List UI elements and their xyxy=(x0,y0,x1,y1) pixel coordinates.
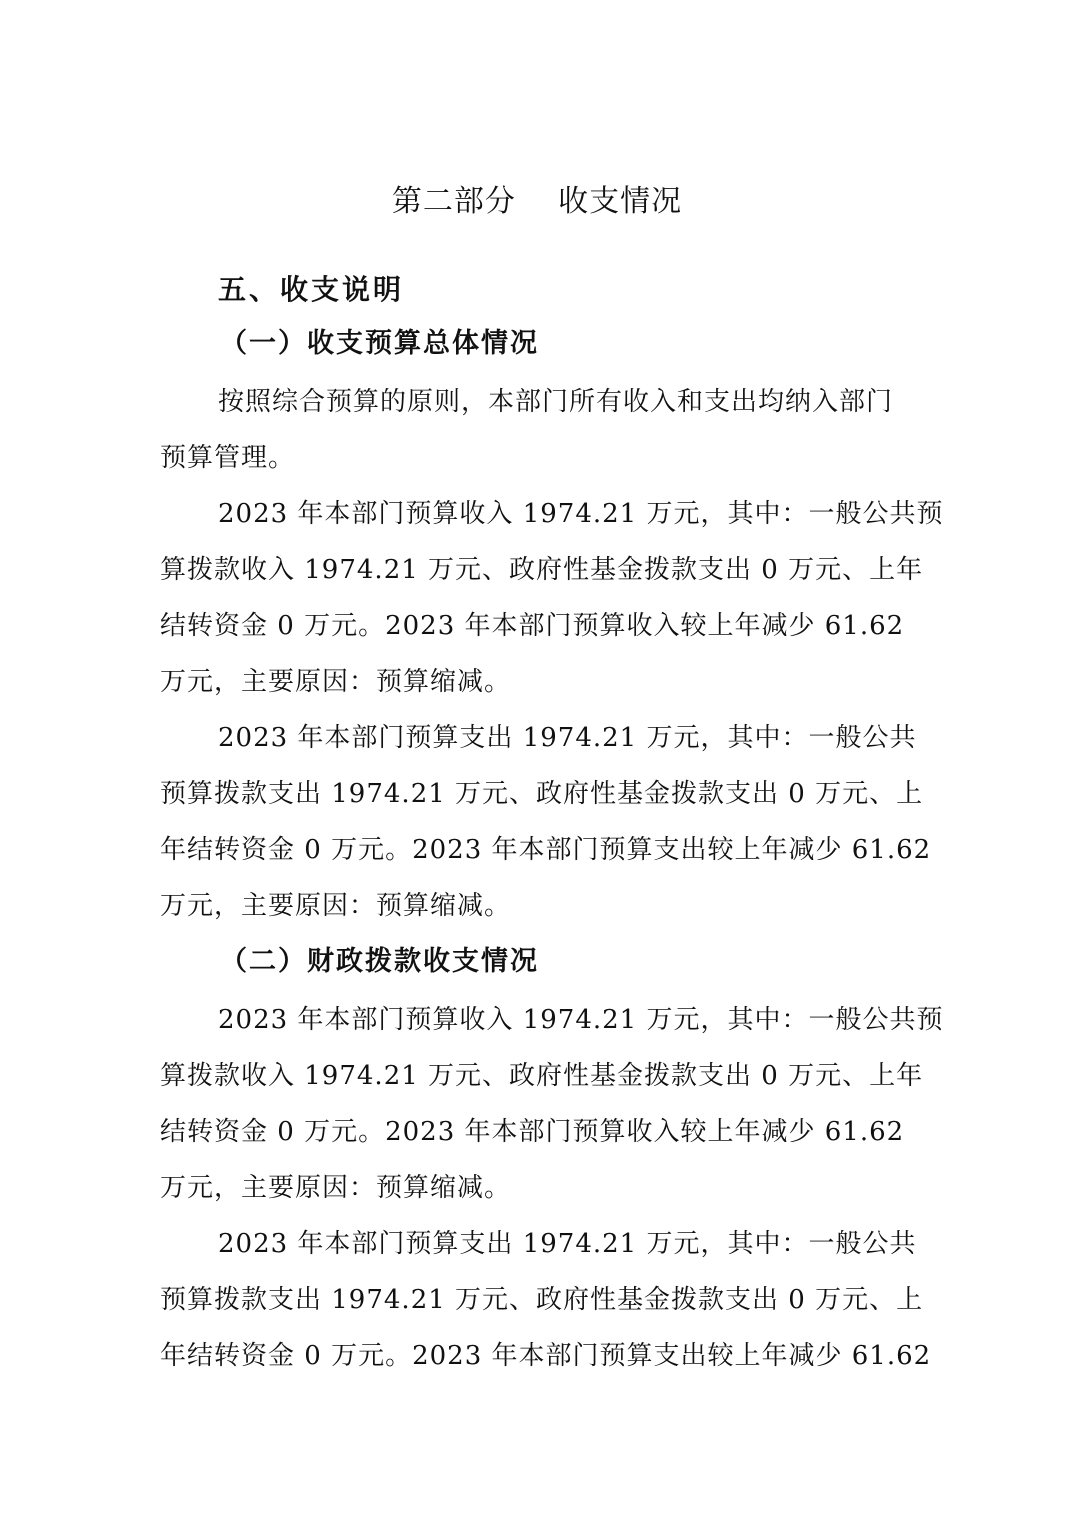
paragraph-line: 预算拨款支出 1974.21 万元、政府性基金拨款支出 0 万元、上 xyxy=(160,779,924,809)
paragraph-line: 2023 年本部门预算收入 1974.21 万元，其中：一般公共预 xyxy=(218,499,944,529)
paragraph-line: 2023 年本部门预算支出 1974.21 万元，其中：一般公共 xyxy=(218,1229,917,1259)
paragraph-line: 预算拨款支出 1974.21 万元、政府性基金拨款支出 0 万元、上 xyxy=(160,1285,924,1315)
paragraph-line: 结转资金 0 万元。2023 年本部门预算收入较上年减少 61.62 xyxy=(160,611,905,641)
paragraph-line: 算拨款收入 1974.21 万元、政府性基金拨款支出 0 万元、上年 xyxy=(160,1061,924,1091)
paragraph-line: 年结转资金 0 万元。2023 年本部门预算支出较上年减少 61.62 xyxy=(160,835,932,865)
paragraph-line: 万元，主要原因：预算缩减。 xyxy=(160,667,512,697)
paragraph-line: 结转资金 0 万元。2023 年本部门预算收入较上年减少 61.62 xyxy=(160,1117,905,1147)
section-heading: 五、收支说明 xyxy=(218,273,405,306)
paragraph-line: 按照综合预算的原则，本部门所有收入和支出均纳入部门 xyxy=(218,387,894,417)
paragraph-line: 算拨款收入 1974.21 万元、政府性基金拨款支出 0 万元、上年 xyxy=(160,555,924,585)
page-title: 第二部分 收支情况 xyxy=(391,184,683,219)
subsection-heading-2: （二）财政拨款收支情况 xyxy=(220,946,539,977)
paragraph-line: 预算管理。 xyxy=(160,443,296,473)
subsection-heading-1: （一）收支预算总体情况 xyxy=(220,328,539,359)
paragraph-line: 2023 年本部门预算支出 1974.21 万元，其中：一般公共 xyxy=(218,723,917,753)
paragraph-line: 2023 年本部门预算收入 1974.21 万元，其中：一般公共预 xyxy=(218,1005,944,1035)
paragraph-line: 万元，主要原因：预算缩减。 xyxy=(160,1173,512,1203)
paragraph-line: 年结转资金 0 万元。2023 年本部门预算支出较上年减少 61.62 xyxy=(160,1341,932,1371)
paragraph-line: 万元，主要原因：预算缩减。 xyxy=(160,891,512,921)
